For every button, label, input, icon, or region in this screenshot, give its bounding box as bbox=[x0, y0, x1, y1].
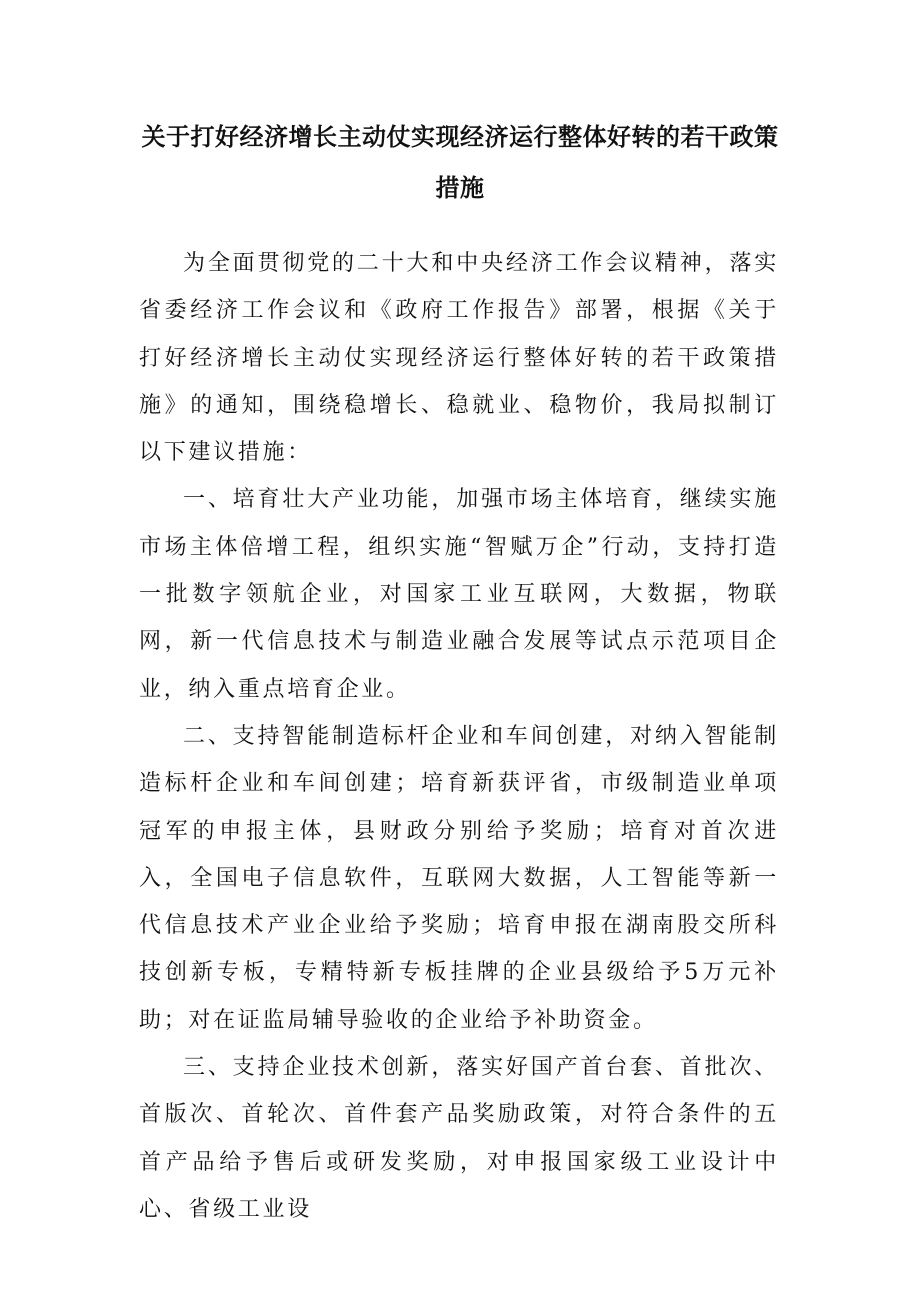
document-title: 关于打好经济增长主动仗实现经济运行整体好转的若干政策措施 bbox=[141, 123, 779, 202]
document-body bbox=[139, 240, 779, 1233]
paragraph-intro: 为全面贯彻党的二十大和中央经济工作会议精神，落实省委经济工作会议和《政府工作报告》部署，根据《关于打好经济增长主动仗实现经济运行整体好转的若干政策措施》的通知，围绕稳增长、稳就业、稳物价，我局拟制订以下建议措施： bbox=[139, 251, 779, 466]
paragraph-measure-1: 一、培育壮大产业功能，加强市场主体培育，继续实施市场主体倍增工程，组织实施“智赋万企”行动，支持打造一批数字领航企业，对国家工业互联网，大数据，物联网，新一代信息技术与制造业融合发展等试点示范项目企业，纳入重点培育企业。 bbox=[139, 487, 779, 702]
paragraph-measure-2: 二、支持智能制造标杆企业和车间创建，对纳入智能制造标杆企业和车间创建；培育新获评省，市级制造业单项冠军的申报主体，县财政分别给予奖励；培育对首次进入，全国电子信息软件，互联网大数据，人工智能等新一代信息技术产业企业给予奖励；培育申报在湖南股交所科技创新专板，专精特新专板挂牌的企业县级给予5万元补助；对在证监局辅导验收的企业给予补助资金。 bbox=[139, 723, 779, 1033]
paragraph-measure-3: 三、支持企业技术创新，落实好国产首台套、首批次、首版次、首轮次、首件套产品奖励政策，对符合条件的五首产品给予售后或研发奖励，对申报国家级工业设计中心、省级工业设 bbox=[139, 1055, 779, 1222]
